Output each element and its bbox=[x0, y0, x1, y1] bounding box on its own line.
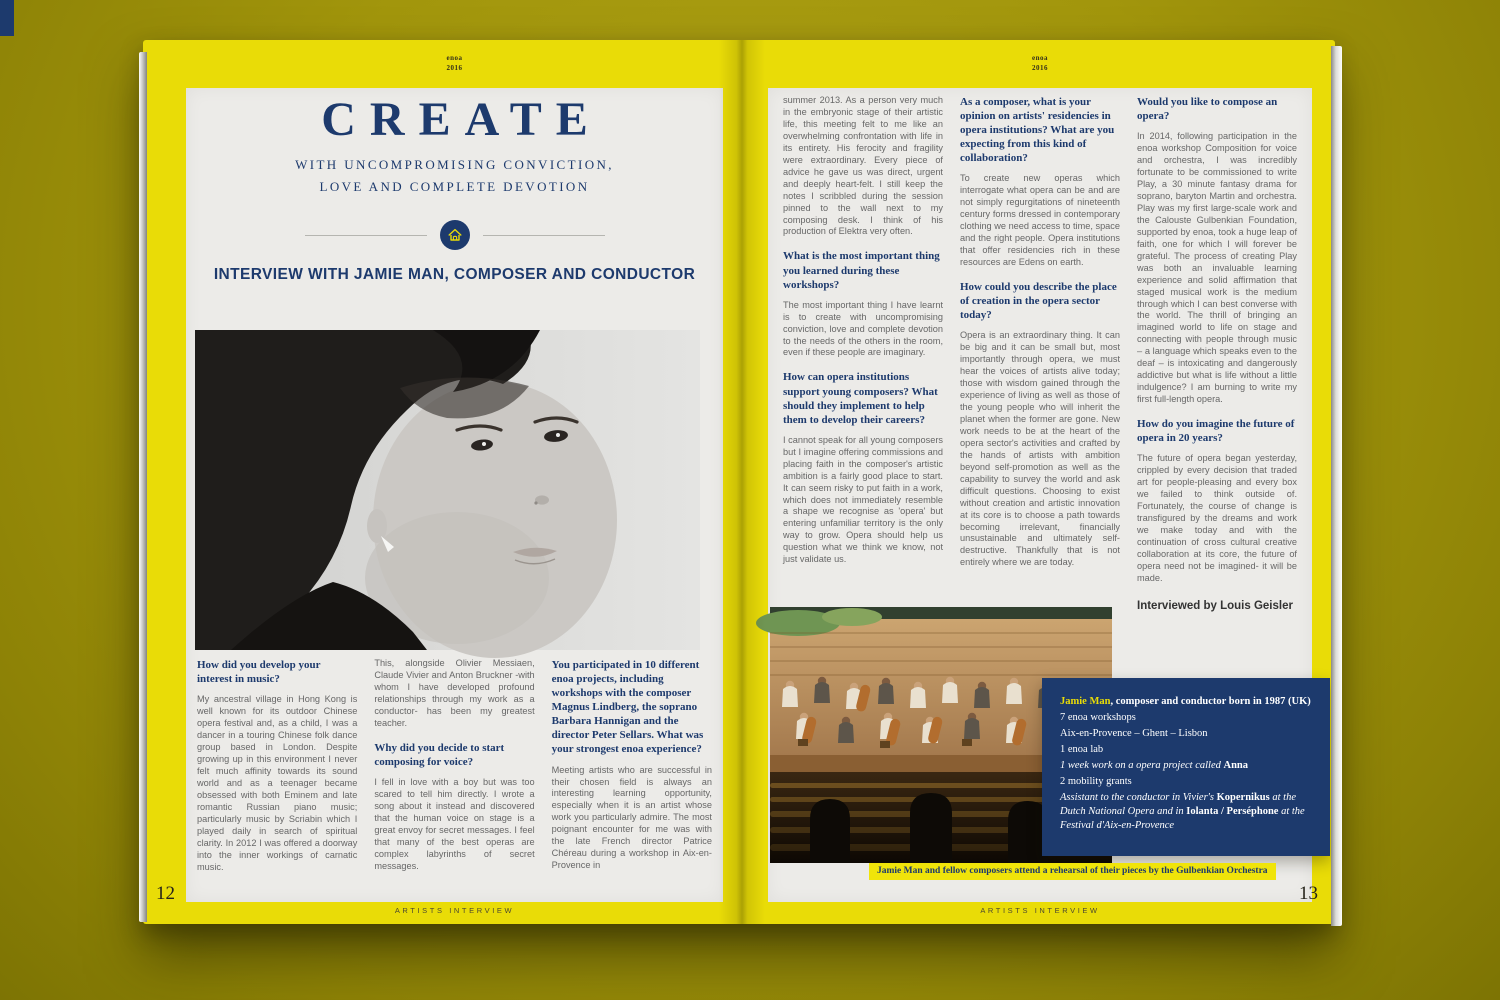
page-stack-edge-right bbox=[1331, 46, 1342, 926]
running-head-right bbox=[768, 53, 1312, 73]
bio-workshops: 7 enoa workshops bbox=[1060, 711, 1136, 723]
article-title: CREATE bbox=[321, 93, 602, 146]
left-column-1 bbox=[197, 658, 357, 898]
answer-paragraph: I cannot speak for all young composers but I imagine offering commissions and placing faith in the composer's artistic ambition is a fairly good place to start. It can seem risky to put faith in a work, which does not immediately resemble a shape we recognise as 'opera' but entering unfamiliar territory is the only way to grow. Opera should help us question what we think we know, not just validate us. bbox=[783, 434, 943, 565]
question: What is the most important thing you learned during these workshops? bbox=[783, 250, 940, 291]
page-number-right: 13 bbox=[1299, 883, 1318, 904]
bio-grants-detail-b: Kopernikus bbox=[1216, 792, 1270, 804]
bio-box bbox=[1042, 678, 1330, 856]
enoa-house-icon bbox=[440, 220, 470, 250]
portrait-photo-illustration bbox=[195, 330, 700, 650]
running-head-brand: enoa bbox=[446, 54, 463, 62]
right-column-3 bbox=[1137, 95, 1297, 612]
ornamental-divider bbox=[186, 220, 723, 250]
right-page bbox=[747, 40, 1335, 924]
answer-paragraph: Meeting artists who are successful in their chosen field is always an interesting learning opportunity, especially when it is an artist whose work you particularly admire. The most poignant encounter for me was with the late French director Patrice Chéreau during a workshop in Aix-en-Provence in bbox=[551, 764, 712, 871]
question: How do you imagine the future of opera in 20 years? bbox=[1137, 418, 1295, 445]
left-page bbox=[143, 40, 747, 924]
interview-heading: INTERVIEW WITH JAMIE MAN, COMPOSER AND CONDUCTOR bbox=[213, 266, 696, 283]
bio-lab-detail-bold: Anna bbox=[1223, 760, 1249, 772]
bio-name: Jamie Man bbox=[1060, 695, 1111, 707]
bio-lab-detail bbox=[1060, 759, 1312, 773]
corner-mark bbox=[0, 0, 14, 36]
divider-rule-right bbox=[483, 235, 605, 236]
question: You participated in 10 different enoa projects, including workshops with the composer Magnus Lindberg, the soprano Barbara Hannigan and the director Peter Sellars. What was your strongest enoa experience? bbox=[551, 659, 704, 756]
bio-workshops-detail: Aix-en-Provence – Ghent – Lisbon bbox=[1060, 727, 1208, 739]
bio-grants-detail-a: Assistant to the conductor in Vivier's bbox=[1060, 792, 1217, 804]
running-head-brand: enoa bbox=[1032, 54, 1048, 62]
question: How can opera institutions support young composers? What should they implement to help them to develop their careers? bbox=[783, 371, 938, 426]
answer-paragraph: My ancestral village in Hong Kong is well known for its outdoor Chinese opera festival and, as a child, I was a dancer in a touring Chinese folk dance group based in London. Despite growing up in this environment I never felt much affinity towards its sound world and as a teenager became obsessed with both Eminem and late romantic Russian piano music; particularly music by Scriabin which I played daily in search of spiritual clarity. In 2012 I was offered a doorway into the inner workings of carnatic music. bbox=[197, 694, 358, 872]
bio-lab-detail-italic: 1 week work on a opera project called bbox=[1060, 760, 1224, 772]
right-columns bbox=[783, 95, 1297, 612]
answer-paragraph: To create new operas which interrogate what opera can be and are not simply regurgitations of nineteenth century forms dressed in contemporary clothing we need access to time, space and the right people. Opera institutions that offer residencies rich in these resources are Edens on earth. bbox=[960, 173, 1120, 268]
footer-section-label: ARTISTS INTERVIEW bbox=[980, 906, 1100, 915]
left-content-area bbox=[186, 88, 723, 902]
answer-paragraph: Opera is an extraordinary thing. It can be big and it can be small but, most importantly through opera, we must hear the voices of artists alive today; those with wisdom gained through the experience of living as well as those of the young people who will inherit the planet when the former are gone. New work needs to be at the heart of the opera sector's activities and crafted by the hands of artists with ambition beyond self-promotion as well as the capability to survey the world and ask difficult questions. Choosing to exist without creation and artistic innovation at its core is to choose a path towards becoming irrelevant, financially unsustainable and ultimately self-destructive. Thankfully that is not entirely where we are today. bbox=[960, 330, 1120, 568]
right-content-area bbox=[768, 88, 1312, 902]
bio-grants-detail bbox=[1060, 791, 1312, 832]
answer-paragraph: This, alongside Olivier Messiaen, Claude Vivier and Anton Bruckner -with whom I have developed profound relationships through my work as a conductor- has been my greatest teacher. bbox=[374, 658, 535, 728]
running-head-year: 2016 bbox=[1032, 64, 1048, 73]
bio-name-line bbox=[1060, 695, 1312, 709]
answer-paragraph: In 2014, following participation in the enoa workshop Composition for voice and orchestra, I was incredibly fortunate to be commissioned to write Play, a 30 minute fantasy drama for soprano, baryton Martin and orchestra. Play was my first large-scale work and the Calouste Gulbenkian Foundation, supported by enoa, took a huge leap of faith, one for which I will forever be grateful. The process of creating Play was both an invaluable learning experience and solid affirmation that staged musical work is the medium through which I can best converse with the world. The thrill of bringing an imagined world to life on stage and connecting with people through music – a language which speaks even to the deaf – is intoxicating and dangerously addictive but what is life without a little indulgence? I am burning to write my first full-length opera. bbox=[1137, 131, 1297, 405]
running-head-year: 2016 bbox=[446, 64, 463, 73]
bio-grants-detail-c: at the Dutch National Opera and in bbox=[1060, 792, 1296, 817]
question: Would you like to compose an opera? bbox=[1137, 96, 1278, 123]
running-head-left bbox=[186, 53, 723, 73]
photo-caption: Jamie Man and fellow composers attend a rehearsal of their pieces by the Gulbenkian Orchestra bbox=[869, 863, 1276, 880]
bio-grants-detail-d: Iolanta / Perséphone bbox=[1186, 805, 1279, 817]
bio-grants: 2 mobility grants bbox=[1060, 776, 1132, 788]
question: Why did you decide to start composing for voice? bbox=[374, 741, 505, 768]
answer-paragraph: I fell in love with a boy but was too scared to tell him directly. I wrote a song about it instead and discovered that the human voice on stage is a great envoy for secret messages. I feel that many of the best operas are complex labyrinths of secret messages. bbox=[374, 776, 535, 871]
interviewer-byline: Interviewed by Louis Geisler bbox=[1137, 599, 1293, 612]
portrait-photo bbox=[195, 330, 700, 650]
answer-paragraph: The future of opera began yesterday, crippled by every decision that traded art for people-pleasing and every box we failed to think outside of. Fortunately, the course of change is transfigured by the dreams and work we make today and with the continuation of cross cultural creative collaboration at its core, the future of opera need not be imagined- it will be made. bbox=[1137, 453, 1297, 583]
article-subtitle-line2: LOVE AND COMPLETE DEVOTION bbox=[319, 179, 590, 194]
page-stack-edge-left bbox=[139, 52, 147, 922]
magazine-spread bbox=[143, 40, 1335, 924]
bio-name-suffix: , composer and conductor born in 1987 (UK) bbox=[1110, 695, 1311, 707]
answer-paragraph: summer 2013. As a person very much in the embryonic stage of their artistic life, this meeting felt to me like an overwhelming confrontation with life in its entirety. His ferocity and fragility were extraordinary. Every piece of advice he gave us was direct, urgent and deeply heart-felt. I still keep the notes I scribbled during the session pinned to the wall next to my composing desk. I think of his production of Elektra very often. bbox=[783, 95, 943, 237]
question: As a composer, what is your opinion on artists' residencies in opera institutions? What are you expecting from this kind of collaboration? bbox=[960, 96, 1115, 165]
answer-paragraph: The most important thing I have learnt is to create with uncompromising conviction, love and complete devotion to the needs of the others in the room, even if these people are imaginary. bbox=[783, 299, 943, 358]
bio-lab: 1 enoa lab bbox=[1060, 743, 1104, 755]
right-column-1 bbox=[783, 95, 943, 603]
page-number-left: 12 bbox=[156, 883, 175, 904]
bio-grants-detail-e: at the Festival d'Aix-en-Provence bbox=[1060, 805, 1305, 831]
left-columns bbox=[197, 658, 712, 898]
left-column-2 bbox=[374, 658, 534, 898]
footer-section-label: ARTISTS INTERVIEW bbox=[394, 906, 515, 915]
right-column-2 bbox=[960, 95, 1120, 603]
question: How did you develop your interest in music? bbox=[197, 659, 321, 686]
article-subtitle-line1: WITH UNCOMPROMISING CONVICTION, bbox=[295, 157, 614, 172]
left-column-3 bbox=[552, 658, 712, 898]
divider-rule-left bbox=[305, 235, 427, 236]
question: How could you describe the place of creation in the opera sector today? bbox=[960, 281, 1117, 322]
